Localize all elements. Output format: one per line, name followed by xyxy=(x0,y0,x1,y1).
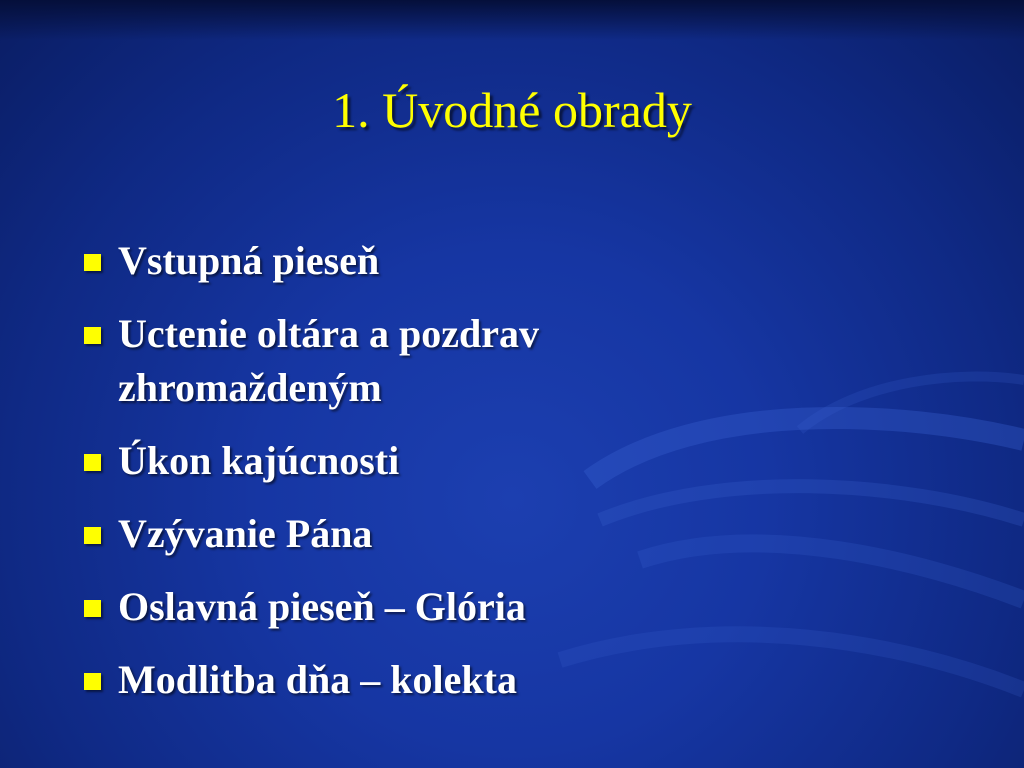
bullet-text: Vzývanie Pána xyxy=(118,511,373,556)
square-bullet-icon xyxy=(84,454,101,471)
bullet-list xyxy=(84,234,984,726)
square-bullet-icon xyxy=(84,254,101,271)
square-bullet-icon xyxy=(84,327,101,344)
bullet-text: Oslavná pieseň – Glória xyxy=(118,584,526,629)
bullet-item xyxy=(84,507,984,561)
bullet-text: Vstupná pieseň xyxy=(118,238,380,283)
bullet-item xyxy=(84,234,984,288)
bullet-item xyxy=(84,307,984,415)
slide-title: 1. Úvodné obrady xyxy=(332,82,692,138)
bullet-item xyxy=(84,653,984,707)
square-bullet-icon xyxy=(84,673,101,690)
bullet-item xyxy=(84,580,984,634)
square-bullet-icon xyxy=(84,527,101,544)
square-bullet-icon xyxy=(84,600,101,617)
bullet-text: Úkon kajúcnosti xyxy=(118,438,400,483)
bullet-text: Modlitba dňa – kolekta xyxy=(118,657,517,702)
bullet-text: Uctenie oltára a pozdrav zhromaždeným xyxy=(118,311,540,410)
bullet-item xyxy=(84,434,984,488)
